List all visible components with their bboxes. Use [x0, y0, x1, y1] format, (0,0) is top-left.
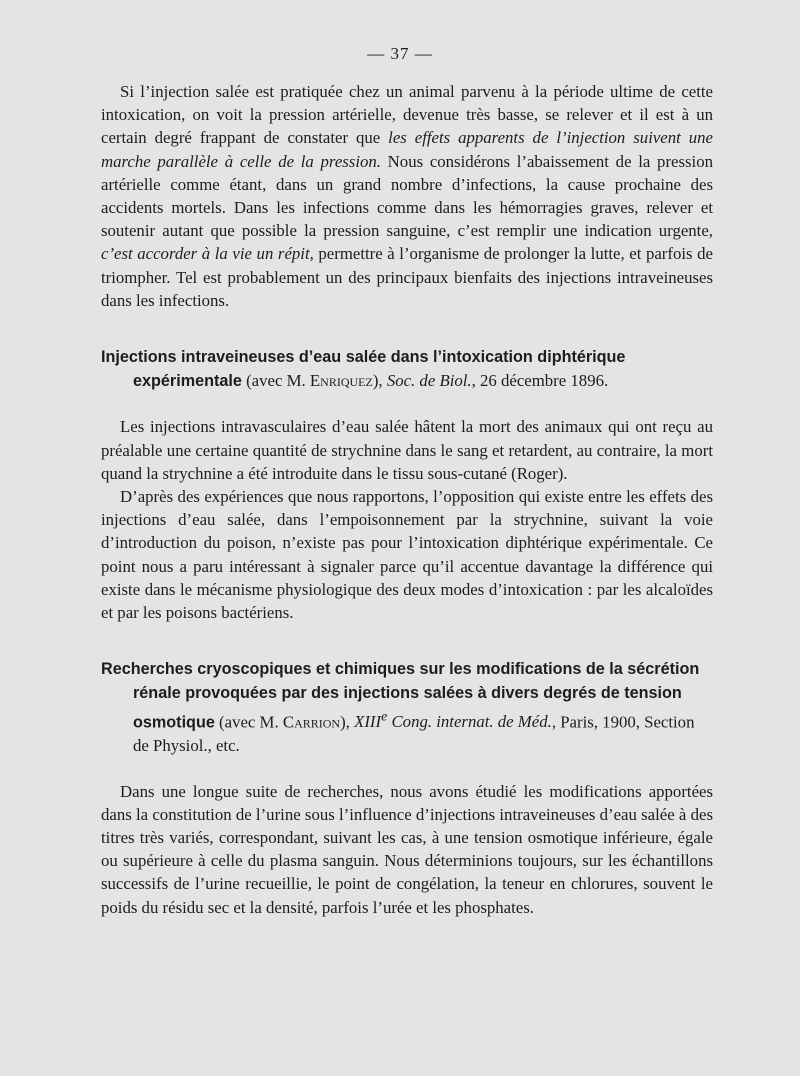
congress-superscript: e: [381, 709, 388, 725]
heading2-post: , Paris, 1900, Section de Physiol., etc.: [133, 712, 695, 756]
heading2-congress: [354, 709, 552, 732]
page-number: — 37 —: [367, 44, 433, 63]
heading1-pre: (avec M.: [241, 371, 310, 391]
page-body: [101, 80, 713, 919]
heading2-title: Recherches cryoscopiques et chimiques sur les modifications de la sécrétion rénale provoquées par des injections salées à divers degrés de tension osmotique: [101, 660, 700, 732]
heading2-pre: (avec M.: [214, 712, 283, 732]
heading1-post: , 26 décembre 1896.: [471, 371, 609, 391]
paragraph-pressure: [101, 80, 713, 312]
congress-number: XIII: [354, 712, 382, 732]
heading2-mid: ),: [340, 712, 355, 732]
paragraph-experiments: D’après des expériences que nous rapportons, l’opposition qui existe entre les effets des injections d’eau salée, dans l’empoisonnement par la strychnine, suivant la voie d’introduction du poison, n’existe pas pour l’intoxication diphtérique expérimentale. Ce point nous a paru intéressant à signaler parce qu’il accentue davantage la différence qui existe dans le mécanisme physiologique des deux modes d’intoxication : par les alcaloïdes et par les poisons bactériens.: [101, 487, 713, 623]
paragraph-urine-study: Dans une longue suite de recherches, nous avons étudié les modifications apportées dans la constitution de l’urine sous l’influence d’injections intraveineuses d’eau salée à des titres très variés, correspondant, suivant les cas, à une tension osmotique inférieure, égale ou supérieure à celle du plasma sanguin. Nous déterminions toujours, sur les échantillons successifs de l’urine recueillie, le point de congélation, la teneur en chlorures, souvent le poids du résidu sec et la densité, parfois l’urée et les phosphates.: [101, 781, 713, 917]
section-heading-cryoscopic: [101, 657, 713, 757]
congress-name: Cong. internat. de Méd.: [387, 712, 552, 732]
paragraph-strychnine: Les injections intravasculaires d’eau salée hâtent la mort des animaux qui ont reçu au préalable une certaine quantité de strychnine dans le sang et retardent, au contraire, la mort quand la strychnine a été introduite dans le tissu sous-cutané (Roger).: [101, 417, 713, 483]
heading1-journal: Soc. de Biol.: [386, 371, 472, 391]
heading2-author: Carrion: [282, 712, 341, 732]
heading1-mid: ),: [372, 371, 387, 391]
heading1-author: Enriquez: [309, 371, 373, 391]
para1-text-1: Si l’injection salée est pratiquée chez un animal parvenu à la période ultime de cette intoxication, on voit la pression artérielle, devenue très basse, se relever et il est à un certain degré frappant de constater que: [101, 82, 713, 148]
para1-text-2: Nous considérons l’abaissement de la pression artérielle comme étant, dans un grand nombre d’infections, la cause prochaine des accidents mortels. Dans les infections comme dans les hémorragies graves, relever et soutenir autant que possible la pression sanguine, c’est remplir une indication urgente,: [101, 151, 713, 241]
para1-italic-1: les effets apparents de l’injection suivent une marche parallèle à celle de la pression.: [101, 128, 713, 171]
para1-italic-2: c’est accorder à la vie un répit,: [101, 244, 314, 264]
para1-text-3: permettre à l’organisme de prolonger la lutte, et parfois de triompher. Tel est probablement un des principaux bienfaits des injections intraveineuses dans les infections.: [101, 244, 713, 310]
heading1-title: Injections intraveineuses d’eau salée dans l’intoxication diphtérique expérimentale: [101, 348, 626, 391]
section-heading-diphtheria: [101, 345, 713, 393]
